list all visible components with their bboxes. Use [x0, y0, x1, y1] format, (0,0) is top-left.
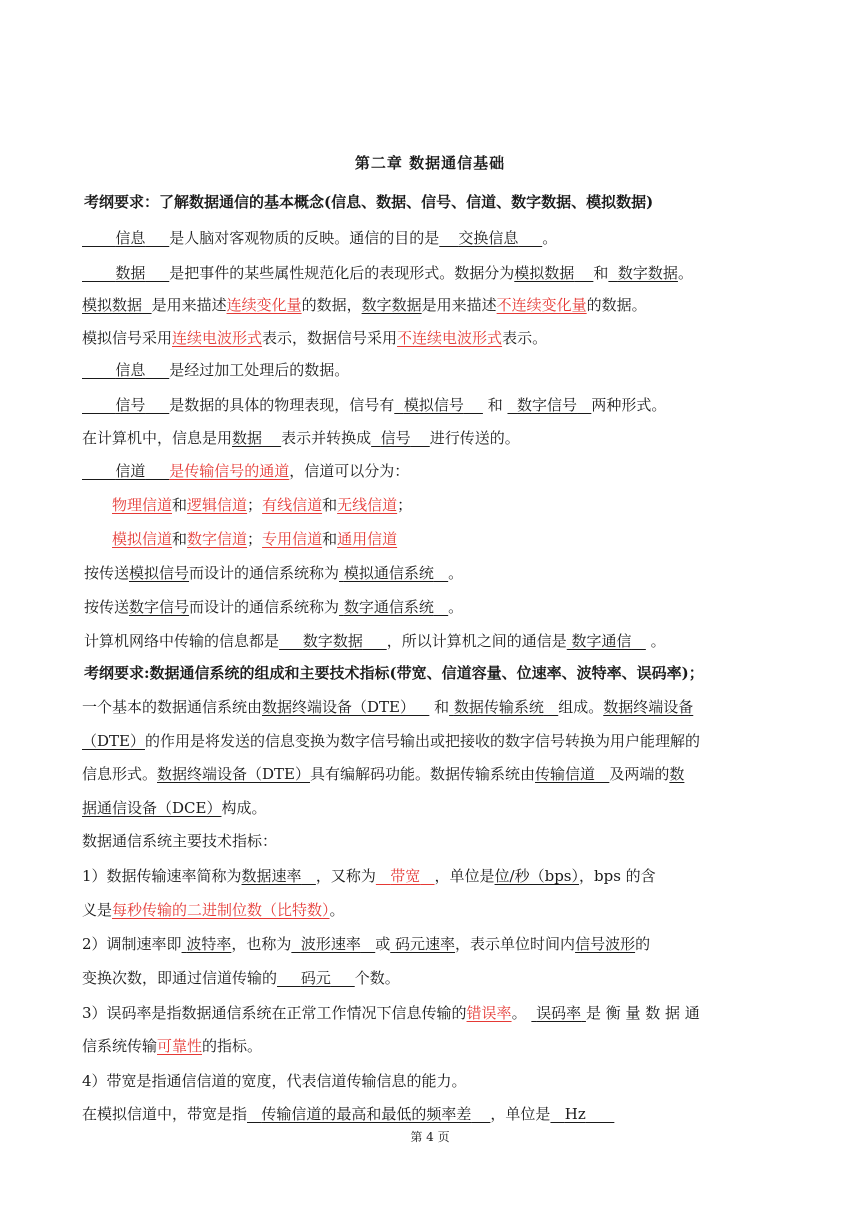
- red-answer: 逻辑信道: [187, 496, 248, 514]
- syllabus-requirement-1: 考纲要求：了解数据通信的基本概念(信息、数据、信号、信道、数字数据、模拟数据): [84, 193, 654, 211]
- line-18: 数据通信系统主要技术指标：: [82, 832, 278, 850]
- blank-answer: 据通信设备（DCE）: [82, 799, 222, 817]
- blank-answer: 码元速率: [395, 935, 456, 953]
- blank-answer: 信息: [115, 229, 146, 247]
- line-16: 信息形式。数据终端设备（DTE）具有编解码功能。数据传输系统由传输信道 及两端的数: [82, 765, 685, 783]
- blank-answer: 模拟数据: [82, 296, 143, 314]
- line-17: 据通信设备（DCE）构成。: [82, 799, 267, 817]
- blank-answer: 数: [669, 765, 685, 783]
- line-25: 4）带宽是指通信信道的宽度，代表信道传输信息的能力。: [82, 1072, 467, 1090]
- line-9: 物理信道和逻辑信道；有线信道和无线信道；: [112, 496, 413, 514]
- blank-answer: 信息: [115, 361, 146, 379]
- red-answer: 不连续电波形式: [397, 329, 503, 347]
- line-15: （DTE）的作用是将发送的信息变换为数字信号输出或把接收的数字信号转换为用户能理解的: [82, 732, 700, 750]
- blank-answer: 波特率: [186, 935, 232, 953]
- blank-answer: 数据速率: [241, 867, 302, 885]
- blank-answer: 信号波形: [575, 935, 636, 953]
- red-answer: 连续电波形式: [172, 329, 263, 347]
- blank-answer: 数字信号: [129, 598, 190, 616]
- blank-answer: 数字信号: [517, 396, 578, 414]
- line-22: 变换次数，即通过信道传输的 码元 个数。: [82, 969, 400, 987]
- red-answer: 专用信道: [262, 530, 323, 548]
- blank-answer: 数据终端设备（DTE）: [262, 698, 415, 716]
- blank-answer: Hz: [564, 1105, 586, 1123]
- blank-answer: 数字通信: [571, 632, 632, 650]
- red-answer: 连续变化量: [226, 296, 302, 314]
- blank-answer: 数字通信系统: [343, 598, 434, 616]
- blank-answer: 数据终端设备: [603, 698, 694, 716]
- red-answer: 每秒传输的二进制位数（比特数）: [112, 901, 330, 919]
- red-answer: 不连续变化量: [496, 296, 587, 314]
- red-answer: 无线信道: [337, 496, 398, 514]
- blank-answer: 信号: [380, 429, 411, 447]
- red-answer: 物理信道: [112, 496, 173, 514]
- red-answer: 数字信道: [187, 530, 248, 548]
- blank-answer: 数字数据: [302, 632, 363, 650]
- blank-answer: 模拟信号: [129, 564, 190, 582]
- blank-answer: 交换信息: [458, 229, 519, 247]
- blank-answer: 模拟数据: [514, 264, 575, 282]
- blank-answer: 模拟信号: [403, 396, 464, 414]
- blank-answer: 数据终端设备（DTE）: [157, 765, 310, 783]
- blank-answer: 数据: [115, 264, 146, 282]
- line-12: 按传送数字信号而设计的通信系统称为 数字通信系统 。: [84, 598, 464, 616]
- blank-answer: 信道: [115, 462, 146, 480]
- blank-answer: 数据传输系统: [453, 698, 544, 716]
- red-answer: 是传输信号的通道: [169, 462, 290, 480]
- line-24: 信系统传输可靠性的指标。: [82, 1037, 263, 1055]
- line-1: 信息 是人脑对客观物质的反映。通信的目的是 交换信息 。: [82, 228, 557, 248]
- line-21: 2）调制速率即 波特率，也称为 波形速率 或 码元速率，表示单位时间内信号波形的: [82, 935, 651, 953]
- blank-answer: 传输信道: [535, 765, 596, 783]
- red-answer: 通用信道: [337, 530, 398, 548]
- blank-answer: 数字数据: [617, 264, 678, 282]
- line-3: 模拟数据 是用来描述连续变化量的数据，数字数据是用来描述不连续变化量的数据。: [82, 296, 647, 314]
- blank-answer: 码元: [300, 969, 331, 987]
- red-answer: 错误率: [466, 1004, 512, 1022]
- blank-answer: 波形速率: [300, 935, 361, 953]
- page-number: 第 4 页: [410, 1130, 450, 1144]
- chapter-title: 第二章 数据通信基础: [354, 154, 506, 172]
- red-answer: 模拟信道: [112, 530, 173, 548]
- line-6: 信号 是数据的具体的物理表现，信号有 模拟信号 和 数字信号 两种形式。: [82, 395, 666, 415]
- line-2: 数据 是把事件的某些属性规范化后的表现形式。数据分为模拟数据 和 数字数据。: [82, 263, 693, 283]
- blank-answer: 数字数据: [361, 296, 422, 314]
- blank-answer: 误码率: [536, 1004, 582, 1022]
- line-7: 在计算机中，信息是用数据 表示并转换成 信号 进行传送的。: [82, 429, 520, 447]
- line-26: 在模拟信道中，带宽是指 传输信道的最高和最低的频率差 ，单位是 Hz: [82, 1104, 614, 1124]
- red-answer: 可靠性: [157, 1037, 203, 1055]
- line-13: 计算机网络中传输的信息都是 数字数据 ，所以计算机之间的通信是 数字通信 。: [84, 632, 666, 650]
- line-14: 一个基本的数据通信系统由数据终端设备（DTE） 和 数据传输系统 组成。数据终端设备: [82, 698, 694, 716]
- line-11: 按传送模拟信号而设计的通信系统称为 模拟通信系统 。: [84, 564, 464, 582]
- line-19: 1）数据传输速率简称为数据速率 ，又称为 带宽 ，单位是位/秒（bps），bps 的含: [82, 867, 656, 885]
- line-4: 模拟信号采用连续电波形式表示，数据信号采用不连续电波形式表示。: [82, 329, 548, 347]
- blank-answer: （DTE）: [82, 732, 145, 750]
- syllabus-requirement-2: 考纲要求:数据通信系统的组成和主要技术指标(带宽、信道容量、位速率、波特率、误码率)；: [84, 664, 704, 682]
- line-10: 模拟信道和数字信道；专用信道和通用信道: [112, 530, 398, 548]
- blank-answer: 信号: [115, 396, 146, 414]
- line-20: 义是每秒传输的二进制位数（比特数）。: [82, 901, 345, 919]
- blank-answer: 位/秒（bps）: [494, 867, 580, 885]
- line-8: 信道 是传输信号的通道，信道可以分为：: [82, 461, 409, 481]
- blank-answer: 传输信道的最高和最低的频率差: [261, 1105, 472, 1123]
- line-5: 信息 是经过加工处理后的数据。: [82, 360, 349, 380]
- red-answer: 有线信道: [262, 496, 323, 514]
- line-23: 3）误码率是指数据通信系统在正常工作情况下信息传输的错误率。 误码率 是 衡 量 数 据 通: [82, 1004, 700, 1022]
- blank-answer: 数据: [232, 429, 263, 447]
- blank-answer: 模拟通信系统: [343, 564, 434, 582]
- red-answer: 带宽: [390, 867, 421, 885]
